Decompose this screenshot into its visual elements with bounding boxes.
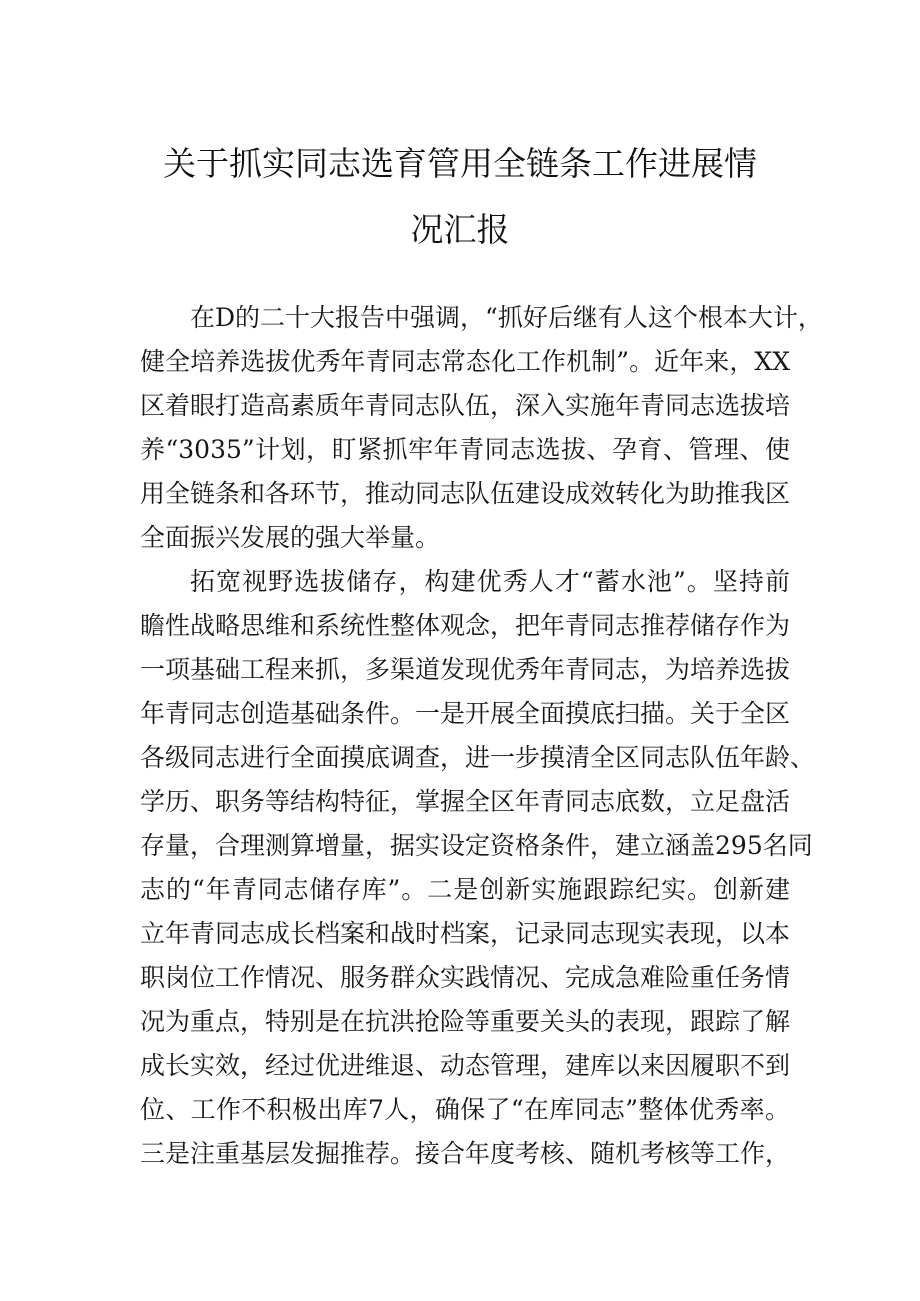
paragraph-1-line: 养“3035”计划，盯紧抓牢年青同志选拔、孕育、管理、使: [140, 435, 790, 464]
paragraph-1-line: 健全培养选拔优秀年青同志常态化工作机制”。近年来，XX: [140, 347, 790, 376]
paragraph-2-line: 瞻性战略思维和系统性整体观念，把年青同志推荐储存作为: [140, 611, 791, 640]
paragraph-2-line: 拓宽视野选拔储存，构建优秀人才“蓄水池”。坚持前: [190, 567, 790, 596]
paragraph-2-line: 各级同志进行全面摸底调查，进一步摸清全区同志队伍年龄、: [140, 743, 816, 772]
paragraph-2-line: 三是注重基层发掘推荐。接合年度考核、随机考核等工作，: [140, 1139, 791, 1168]
paragraph-2-line: 志的“年青同志储存库”。二是创新实施跟踪纪实。创新建: [140, 875, 790, 904]
paragraph-2-line: 位、工作不积极出库7人，确保了“在库同志”整体优秀率。: [140, 1095, 790, 1124]
paragraph-1-line: 全面振兴发展的强大举量。: [140, 523, 441, 552]
paragraph-2-line: 职岗位工作情况、服务群众实践情况、完成急难险重任务情: [140, 963, 791, 992]
paragraph-2-line: 学历、职务等结构特征，掌握全区年青同志底数，立足盘活: [140, 787, 791, 816]
document-title-line-2: 况汇报: [410, 210, 510, 249]
paragraph-2-line: 一项基础工程来抓，多渠道发现优秀年青同志，为培养选拔: [140, 655, 791, 684]
paragraph-2-line: 成长实效，经过优进维退、动态管理，建库以来因履职不到: [140, 1051, 791, 1080]
document-title-line-1: 关于抓实同志选育管用全链条工作进展情: [163, 144, 757, 183]
paragraph-2-line: 立年青同志成长档案和战时档案，记录同志现实表现，以本: [140, 919, 791, 948]
paragraph-2-line: 年青同志创造基础条件。一是开展全面摸底扫描。关于全区: [140, 699, 791, 728]
paragraph-2-line: 况为重点，特别是在抗洪抢险等重要关头的表现，跟踪了解: [140, 1007, 791, 1036]
paragraph-2-line: 存量，合理测算增量，据实设定资格条件，建立涵盖295名同: [140, 831, 813, 860]
paragraph-1-line: 在D的二十大报告中强调，“抓好后继有人这个根本大计，: [190, 303, 823, 332]
paragraph-1-line: 区着眼打造高素质年青同志队伍，深入实施年青同志选拔培: [140, 391, 791, 420]
paragraph-1-line: 用全链条和各环节，推动同志队伍建设成效转化为助推我区: [140, 479, 791, 508]
